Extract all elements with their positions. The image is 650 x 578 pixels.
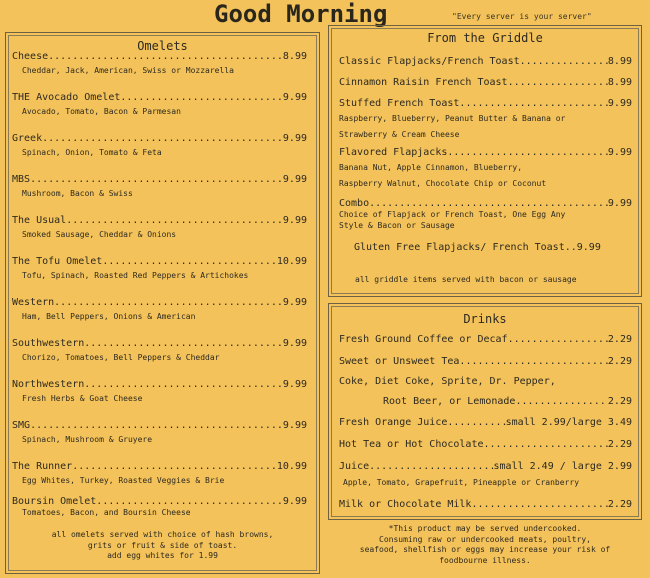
menu-item-name: Greek	[12, 133, 43, 144]
omelet-description: Egg Whites, Turkey, Roasted Veggies & Brie	[22, 476, 225, 485]
leader-dots	[447, 147, 608, 158]
leader-dots	[520, 56, 608, 67]
menu-item-price: 9.99	[282, 496, 307, 507]
juice-flavors: Apple, Tomato, Grapefruit, Pineapple or Cranberry	[343, 478, 580, 487]
omelet-description: Smoked Sausage, Cheddar & Onions	[22, 230, 177, 239]
griddle-description: Choice of Flapjack or French Toast, One Egg Any	[339, 210, 566, 219]
motto: "Every server is your server"	[452, 12, 592, 21]
menu-item-line	[12, 297, 307, 308]
menu-item-price: 9.99	[607, 98, 632, 109]
menu-item-name: Hot Tea or Hot Chocolate	[339, 439, 484, 450]
leader-dots	[30, 420, 283, 431]
menu-item-name: Fresh Orange Juice	[339, 417, 448, 428]
menu-item-name: Classic Flapjacks/French Toast	[339, 56, 520, 67]
leader-dots	[66, 215, 283, 226]
menu-item-name: Combo	[339, 198, 370, 209]
leader-dots	[30, 174, 283, 185]
menu-item-line	[339, 417, 632, 428]
griddle-item	[339, 198, 632, 231]
menu-item-name: Stuffed French Toast	[339, 98, 460, 109]
leader-dots	[84, 379, 283, 390]
omelet-description: Spinach, Onion, Tomato & Feta	[22, 148, 162, 157]
menu-item-line	[12, 215, 307, 226]
drink-item	[339, 334, 632, 345]
drink-item	[339, 376, 632, 387]
menu-item-line	[12, 461, 307, 472]
griddle-note: all griddle items served with bacon or sausage	[355, 275, 577, 284]
menu-item-line	[339, 198, 632, 209]
menu-item-line	[339, 439, 632, 450]
menu-item-name: Southwestern	[12, 338, 85, 349]
menu-item-price: 2.29	[607, 396, 632, 407]
leader-dots	[515, 396, 607, 407]
menu-item-name: Milk or Chocolate Milk	[339, 499, 472, 510]
menu-item-name: Northwestern	[12, 379, 85, 390]
leader-dots	[471, 499, 607, 510]
griddle-description: Raspberry, Blueberry, Peanut Butter & Banana or	[339, 114, 566, 123]
griddle-title: From the Griddle	[427, 31, 543, 45]
menu-item-price: 10.99	[276, 461, 307, 472]
menu-item-price: 9.99	[282, 338, 307, 349]
omelet-item	[12, 256, 307, 283]
menu-item-name: The Runner	[12, 461, 73, 472]
griddle-item	[339, 98, 632, 143]
drink-item	[339, 417, 632, 428]
omelet-item	[12, 51, 307, 78]
menu-item-line	[12, 133, 307, 144]
omelet-item	[12, 215, 307, 242]
omelets-footnote: all omelets served with choice of hash browns, grits or fruit & side of toast. add egg whites for 1.99	[51, 530, 274, 560]
griddle-item	[339, 56, 632, 67]
griddle-description: Style & Bacon or Sausage	[339, 221, 455, 230]
menu-item-price: 10.99	[276, 256, 307, 267]
omelet-item	[12, 338, 307, 365]
menu-item-name: The Usual	[12, 215, 67, 226]
menu-item-line	[339, 376, 632, 387]
omelets-section	[5, 32, 320, 574]
menu-item-price: 9.99	[607, 198, 632, 209]
menu-item-line	[12, 174, 307, 185]
drink-item	[339, 499, 632, 510]
menu-item-line	[12, 256, 307, 267]
menu-item-name: Juice	[339, 461, 370, 472]
griddle-item	[339, 147, 632, 192]
menu-item-line	[12, 51, 307, 62]
omelet-description: Avocado, Tomato, Bacon & Parmesan	[22, 107, 181, 116]
omelet-item	[12, 174, 307, 201]
menu-item-line	[339, 356, 632, 367]
omelet-description: Tomatoes, Bacon, and Boursin Cheese	[22, 508, 191, 517]
menu-item-line	[339, 334, 632, 345]
leader-dots	[84, 338, 283, 349]
leader-dots	[459, 356, 607, 367]
griddle-section	[328, 25, 642, 297]
menu-item-line	[339, 147, 632, 158]
drink-item	[339, 461, 632, 490]
menu-item-price: 2.29	[607, 499, 632, 510]
leader-dots	[72, 461, 277, 472]
menu-item-price: 9.99	[282, 92, 307, 103]
menu-item-price: small 2.49 / large 2.99	[493, 461, 632, 472]
disclaimer: *This product may be served undercooked. Consuming raw or undercooked meats, poultry, seafood, shellfish or eggs may increase your risk of foodbourne illness.	[359, 524, 611, 565]
menu-item-price: 8.99	[607, 77, 632, 88]
omelet-item	[12, 461, 307, 488]
menu-item-price: 2.29	[607, 334, 632, 345]
omelets-title: Omelets	[137, 39, 188, 53]
omelet-item	[12, 92, 307, 119]
menu-item-price: 2.29	[607, 356, 632, 367]
leader-dots	[459, 98, 607, 109]
drinks-title: Drinks	[463, 312, 507, 326]
omelet-item	[12, 420, 307, 447]
menu-item-line	[12, 338, 307, 349]
menu-item-price: 8.99	[607, 56, 632, 67]
menu-item-name: Western	[12, 297, 55, 308]
menu-item-price: 9.99	[282, 174, 307, 185]
omelet-description: Cheddar, Jack, American, Swiss or Mozzarella	[22, 66, 234, 75]
page-title: Good Morning	[214, 0, 388, 28]
omelet-item	[12, 297, 307, 324]
menu-item-name: SMG	[12, 420, 31, 431]
menu-item-name: MBS	[12, 174, 31, 185]
menu-item-name: THE Avocado Omelet	[12, 92, 121, 103]
menu-item-name: Cheese	[12, 51, 49, 62]
griddle-description: Raspberry Walnut, Chocolate Chip or Coconut	[339, 179, 547, 188]
menu-item-price: 9.99	[282, 297, 307, 308]
menu-item-price: 9.99	[282, 420, 307, 431]
menu-item-line	[339, 98, 632, 109]
drink-item	[339, 439, 632, 450]
omelet-description: Tofu, Spinach, Roasted Red Peppers & Artichokes	[22, 271, 249, 280]
menu-item-line	[339, 461, 632, 472]
leader-dots	[120, 92, 283, 103]
omelet-description: Ham, Bell Peppers, Onions & American	[22, 312, 196, 321]
leader-dots	[369, 198, 608, 209]
menu-item-price: 2.29	[607, 439, 632, 450]
leader-dots	[54, 297, 283, 308]
leader-dots	[102, 256, 277, 267]
menu-item-price: small 2.99/large 3.49	[505, 417, 632, 428]
menu-item-line	[12, 420, 307, 431]
menu-item-line	[339, 499, 632, 510]
menu-item-name: The Tofu Omelet	[12, 256, 103, 267]
menu-item-line	[12, 379, 307, 390]
menu-item-line	[339, 56, 632, 67]
leader-dots	[42, 133, 283, 144]
menu-item-line	[339, 77, 632, 88]
menu-item-price: 9.99	[282, 133, 307, 144]
drink-item	[339, 396, 632, 407]
leader-dots	[508, 334, 608, 345]
menu-item-line	[12, 92, 307, 103]
gluten-free-item: Gluten Free Flapjacks/ French Toast..9.99	[354, 242, 601, 253]
omelet-description: Mushroom, Bacon & Swiss	[22, 189, 133, 198]
omelet-description: Chorizo, Tomatoes, Bell Peppers & Cheddar	[22, 353, 220, 362]
leader-dots	[447, 417, 505, 428]
omelet-item	[12, 133, 307, 160]
drinks-section	[328, 303, 642, 520]
drink-item	[339, 356, 632, 367]
menu-item-price: 9.99	[607, 147, 632, 158]
omelet-description: Fresh Herbs & Goat Cheese	[22, 394, 143, 403]
leader-dots	[369, 461, 493, 472]
griddle-description: Banana Nut, Apple Cinnamon, Blueberry,	[339, 163, 523, 172]
omelet-item	[12, 379, 307, 406]
menu-item-price: 9.99	[282, 379, 307, 390]
menu-item-name: Coke, Diet Coke, Sprite, Dr. Pepper,	[339, 376, 556, 387]
menu-item-name: Flavored Flapjacks	[339, 147, 448, 158]
leader-dots	[48, 51, 283, 62]
leader-dots	[484, 439, 608, 450]
menu-item-line	[339, 396, 632, 407]
menu-item-name: Root Beer, or Lemonade	[383, 396, 516, 407]
menu-item-name: Boursin Omelet	[12, 496, 97, 507]
menu-item-price: 9.99	[282, 215, 307, 226]
griddle-description: Strawberry & Cream Cheese	[339, 130, 460, 139]
menu-item-name: Sweet or Unsweet Tea	[339, 356, 460, 367]
menu-item-name: Fresh Ground Coffee or Decaf	[339, 334, 508, 345]
griddle-item	[339, 77, 632, 88]
omelet-item	[12, 496, 307, 520]
menu-item-name: Cinnamon Raisin French Toast	[339, 77, 508, 88]
menu-item-price: 8.99	[282, 51, 307, 62]
leader-dots	[508, 77, 608, 88]
omelet-description: Spinach, Mushroom & Gruyere	[22, 435, 153, 444]
